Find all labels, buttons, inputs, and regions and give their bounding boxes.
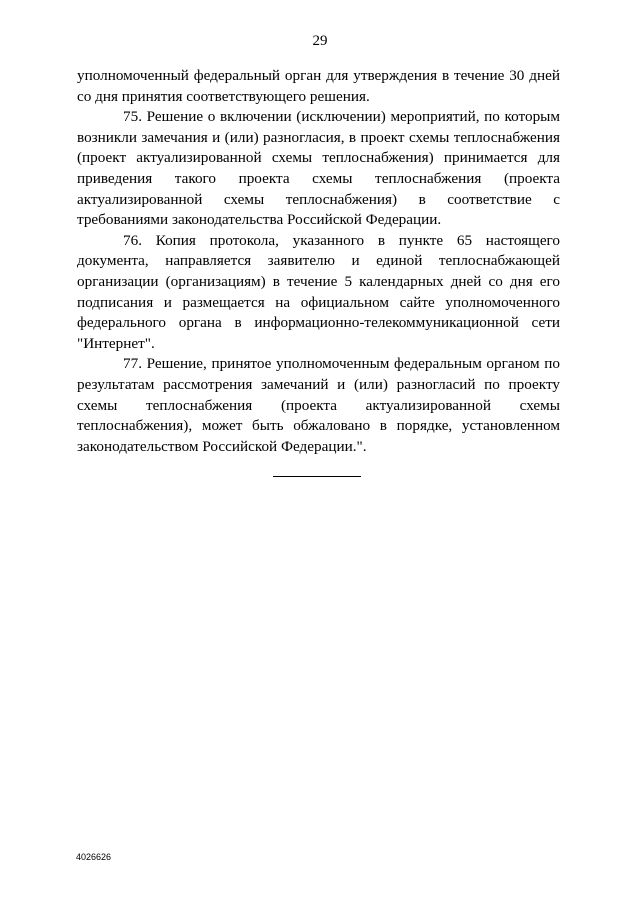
paragraph-76: 76. Копия протокола, указанного в пункте 65 настоящего документа, направляется заявителю и единой теплоснабжающей организации (организациям) в течение 5 календарных дней со дня его подписания и размещается на официальном сайте уполномоченного федерального органа в информационно-телекоммуникационной сети "Интернет". (77, 231, 560, 352)
paragraph-75: 75. Решение о включении (исключении) мероприятий, по которым возникли замечания и (или) разногласия, в проект схемы теплоснабжения (проект актуализированной схемы теплоснабжения) принимается для приведения такого проекта схемы теплоснабжения (проекта актуализированной схемы теплоснабжения) в соответствие с требованиями законодательства Российской Федерации. (77, 108, 560, 229)
document-code: 4026626 (76, 852, 112, 862)
paragraph-77: 77. Решение, принятое уполномоченным федеральным органом по результатам рассмотрения замечаний и (или) разногласий по проекту схемы теплоснабжения (проекта актуализированной схемы теплоснабжения), может быть обжаловано в порядке, установленном законодательством Российской Федерации.". (77, 355, 560, 455)
page-number: 29 (312, 33, 328, 49)
paragraph-continuation: уполномоченный федеральный орган для утверждения в течение 30 дней со дня принятия соответствующего решения. (77, 67, 560, 105)
document-body (77, 66, 560, 457)
end-divider (273, 476, 361, 477)
